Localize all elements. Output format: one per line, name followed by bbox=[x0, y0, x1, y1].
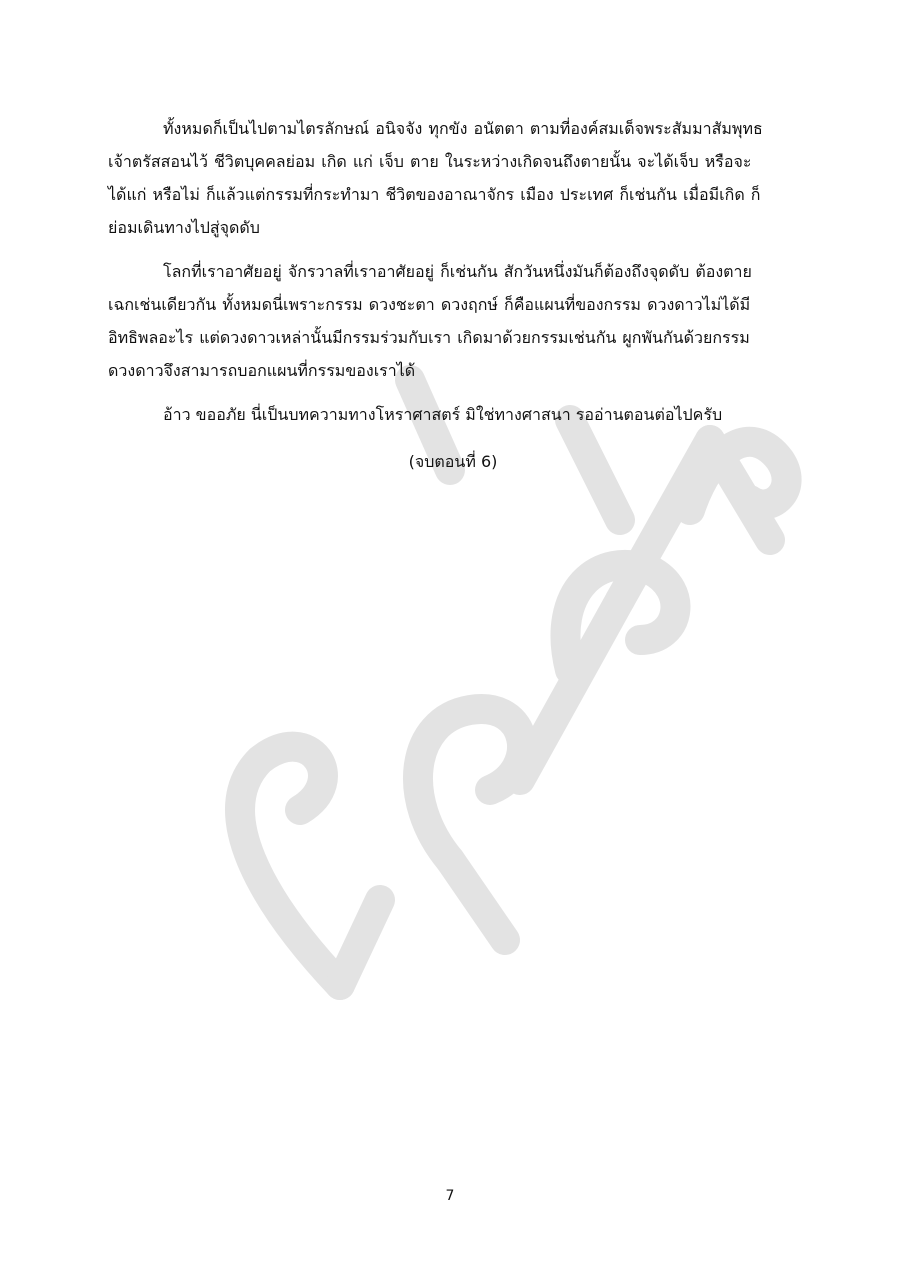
paragraph-line: เจ้าตรัสสอนไว้ ชีวิตบุคคลย่อม เกิด แก่ เจ็บ ตาย ในระหว่างเกิดจนถึงตายนั้น จะได้เจ็บ หรือจะ bbox=[108, 152, 752, 171]
document-body bbox=[108, 112, 798, 478]
closing-line: อ้าว ขออภัย นี่เป็นบทความทางโหราศาสตร์ มิใช่ทางศาสนา รออ่านตอนต่อไปครับ bbox=[163, 405, 723, 424]
paragraph-line: โลกที่เราอาศัยอยู่ จักรวาลที่เราอาศัยอยู่ ก็เช่นกัน สักวันหนึ่งมันก็ต้องถึงจุดดับ ต้องตาย bbox=[163, 262, 752, 281]
paragraph-line: ย่อมเดินทางไปสู่จุดดับ bbox=[108, 218, 260, 237]
paragraph-line: ได้แก่ หรือไม่ ก็แล้วแต่กรรมที่กระทำมา ชีวิตของอาณาจักร เมือง ประเทศ ก็เช่นกัน เมื่อมีเกิด ก็ bbox=[108, 185, 761, 204]
page-number: 7 bbox=[445, 1188, 455, 1204]
paragraph-line: เฉกเช่นเดียวกัน ทั้งหมดนี่เพราะกรรม ดวงชะตา ดวงฤกษ์ ก็คือแผนที่ของกรรม ดวงดาวไม่ได้มี bbox=[108, 295, 751, 314]
paragraph-line: ทั้งหมดก็เป็นไปตามไตรลักษณ์ อนิจจัง ทุกขัง อนัตตา ตามที่องค์สมเด็จพระสัมมาสัมพุทธ bbox=[163, 119, 763, 138]
paragraph-karma-stars bbox=[108, 255, 798, 387]
paragraph-line: อิทธิพลอะไร แต่ดวงดาวเหล่านั้นมีกรรมร่วมกับเรา เกิดมาด้วยกรรมเช่นกัน ผูกพันกันด้วยกรรม bbox=[108, 328, 750, 347]
paragraph-impermanence bbox=[108, 112, 798, 244]
paragraph-line: ดวงดาวจึงสามารถบอกแผนที่กรรมของเราได้ bbox=[108, 361, 416, 380]
episode-end-note: (จบตอนที่ 6) bbox=[408, 452, 498, 471]
